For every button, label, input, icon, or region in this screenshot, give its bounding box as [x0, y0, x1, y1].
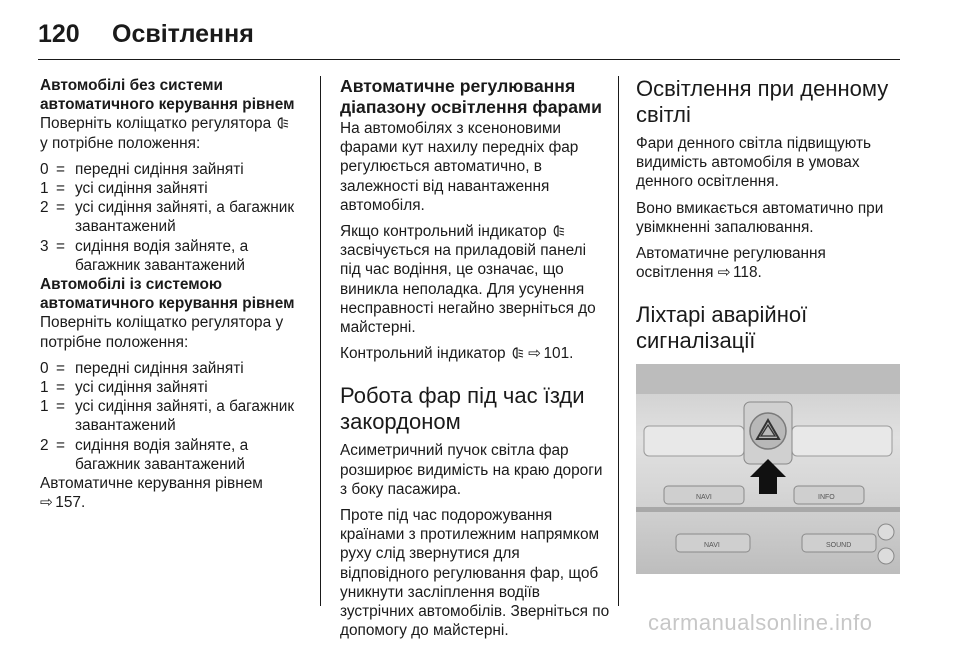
paragraph: Автоматичне регулювання освітлення ⇨ 118.	[636, 245, 826, 282]
list-item: 1 = усі сидіння зайняті, а багажник завантажений	[40, 398, 295, 435]
column-3	[636, 76, 902, 574]
dashboard-illustration	[636, 364, 900, 574]
header-rule	[38, 59, 900, 60]
paragraph: Автоматичне керування рівнем ⇨ 157.	[40, 475, 263, 512]
headlight-warning-icon	[551, 224, 565, 238]
definition-list	[40, 359, 308, 474]
list-item: 1 = усі сидіння зайняті	[40, 379, 208, 397]
photo-button-label: NAVI	[704, 542, 720, 550]
list-item: 2 = сидіння водія зайняте, а багажник завантажений	[40, 436, 249, 473]
paragraph: Поверніть коліщатко регулятора у потрібне положення:	[40, 314, 284, 351]
list-item: 0 = передні сидіння зайняті	[40, 160, 244, 178]
headlight-warning-icon	[510, 346, 524, 360]
paragraph: На автомобілях з ксеноновими фарами кут нахилу передніх фар регулюється автоматично, в залежності від навантаження автомобіля.	[340, 120, 579, 214]
paragraph: Поверніть коліщатко регулятора у потрібне положення:	[40, 114, 308, 152]
paragraph: Проте під час подорожування країнами з протилежним напрямком руху слід звернутися для відповідного регулювання фар, щоб уникнути засліплення водіїв зустрічних автомобілів. Зверніться по допомогу до майстерні.	[340, 507, 610, 640]
page-ref-arrow-icon: ⇨	[528, 345, 542, 363]
list-item: 0 = передні сидіння зайняті	[40, 359, 244, 377]
photo-button-label: SOUND	[826, 542, 852, 550]
photo-button-label: INFO	[818, 494, 835, 502]
page-ref-arrow-icon: ⇨	[717, 264, 731, 282]
section-heading: Робота фар під час їзди закордоном	[340, 383, 585, 435]
page-number: 120	[38, 20, 80, 48]
paragraph: Асиметричний пучок світла фар розширює видимість на краю дороги з боку пасажира.	[340, 442, 603, 498]
section-heading: Освітлення при денному світлі	[636, 76, 889, 127]
definition-list	[40, 160, 308, 275]
page-reference[interactable]: 118.	[733, 264, 762, 282]
list-item: 2 = усі сидіння зайняті, а багажник завантажений	[40, 199, 295, 236]
page-reference[interactable]: 101.	[543, 345, 574, 363]
section-heading: Автомобілі із системою автоматичного керування рівнем	[40, 276, 295, 313]
photo-button-label: NAVI	[696, 494, 712, 502]
column-1	[40, 76, 308, 519]
headlight-range-icon	[275, 116, 289, 130]
section-heading: Автоматичне регулювання діапазону освітлення фарами	[340, 76, 602, 117]
watermark: carmanualsonline.info	[648, 610, 873, 635]
paragraph: Фари денного світла підвищують видимість автомобіля в умовах денного освітлення.	[636, 135, 872, 191]
paragraph: Воно вмикається автоматично при увімкненні запалювання.	[636, 199, 884, 236]
page-ref-arrow-icon: ⇨	[40, 494, 53, 512]
list-item: 1 = усі сидіння зайняті	[40, 180, 208, 198]
page-title: Освітлення	[112, 20, 254, 48]
section-heading: Автомобілі без системи автоматичного керування рівнем	[40, 77, 295, 114]
column-divider	[618, 76, 619, 606]
list-item: 3 = сидіння водія зайняте, а багажник завантажений	[40, 237, 249, 274]
page-reference[interactable]: 157.	[55, 494, 86, 512]
section-heading: Ліхтарі аварійної сигналізації	[636, 302, 808, 354]
paragraph: Контрольний індикатор ⇨ 101.	[340, 345, 574, 363]
column-divider	[320, 76, 321, 606]
column-2	[340, 76, 610, 647]
hazard-switch-photo	[636, 364, 900, 574]
paragraph: Якщо контрольний індикатор засвічується на приладовій панелі під час водіння, це означає, що виникла неполадка. Для усунення несправності негайно зверніться до майстерні.	[340, 223, 596, 337]
